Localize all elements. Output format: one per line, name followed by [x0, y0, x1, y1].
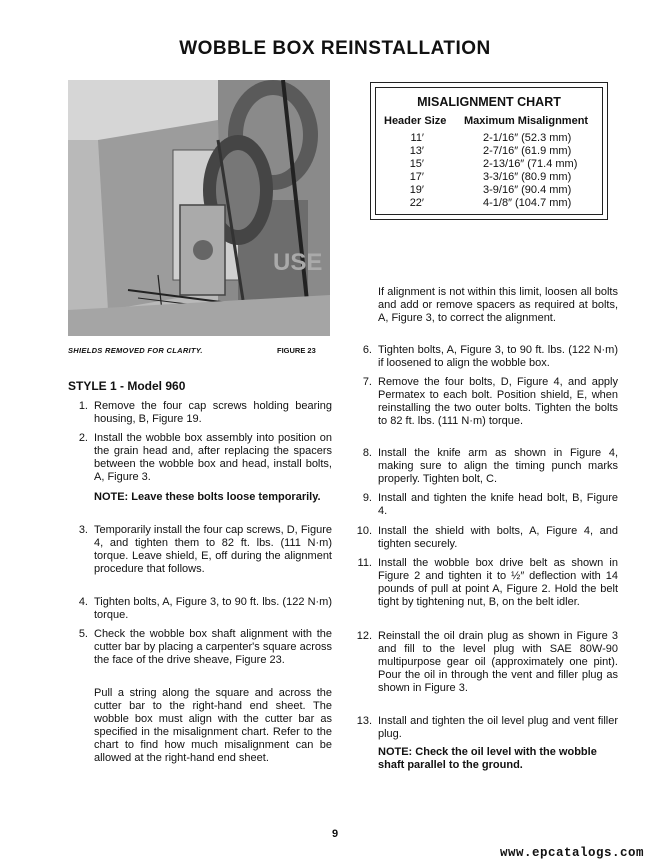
chart-size: 19′ — [409, 184, 424, 196]
figure-number: FIGURE 23 — [277, 346, 316, 355]
chart-value: 4-1/8″ (104.7 mm) — [483, 197, 572, 209]
wobble-box-photo — [68, 80, 330, 336]
page-title: WOBBLE BOX REINSTALLATION — [179, 38, 491, 59]
chart-value: 2-1/16″ (52.3 mm) — [483, 132, 572, 144]
page-number: 9 — [331, 828, 339, 840]
chart-row — [376, 197, 602, 210]
chart-size: 11′ — [410, 132, 424, 144]
note-oil-level: NOTE: Check the oil level with the wobble shaft parallel to the ground. — [378, 746, 597, 771]
chart-border — [375, 87, 603, 215]
chart-row — [376, 132, 602, 145]
chart-value: 3-3/16″ (80.9 mm) — [483, 171, 572, 183]
watermark-text: USE — [273, 249, 323, 276]
chart-size: 22′ — [409, 197, 424, 209]
footer-url[interactable]: www.epcatalogs.com — [499, 846, 644, 860]
chart-size: 15′ — [409, 158, 424, 170]
chart-row — [376, 184, 602, 197]
figure-photo — [68, 80, 330, 336]
alignment-intro: If alignment is not within this limit, loosen all bolts and add or remove spacers as required at bolts, A, Figure 3, to correct the alignment. — [378, 286, 618, 324]
chart-value: 2-7/16″ (61.9 mm) — [483, 145, 572, 157]
chart-row — [376, 145, 602, 158]
section-heading: STYLE 1 - Model 960 — [68, 379, 186, 393]
misalignment-chart — [370, 82, 608, 220]
chart-col-header-misalignment: Maximum Misalignment — [464, 115, 589, 127]
chart-title: MISALIGNMENT CHART — [417, 95, 561, 109]
figure-caption: SHIELDS REMOVED FOR CLARITY. — [68, 346, 203, 355]
chart-row — [376, 171, 602, 184]
chart-value: 2-13/16″ (71.4 mm) — [483, 158, 578, 170]
chart-size: 17′ — [409, 171, 424, 183]
chart-row — [376, 158, 602, 171]
chart-size: 13′ — [409, 145, 424, 157]
chart-value: 3-9/16″ (90.4 mm) — [483, 184, 572, 196]
chart-col-header-size: Header Size — [384, 115, 447, 127]
